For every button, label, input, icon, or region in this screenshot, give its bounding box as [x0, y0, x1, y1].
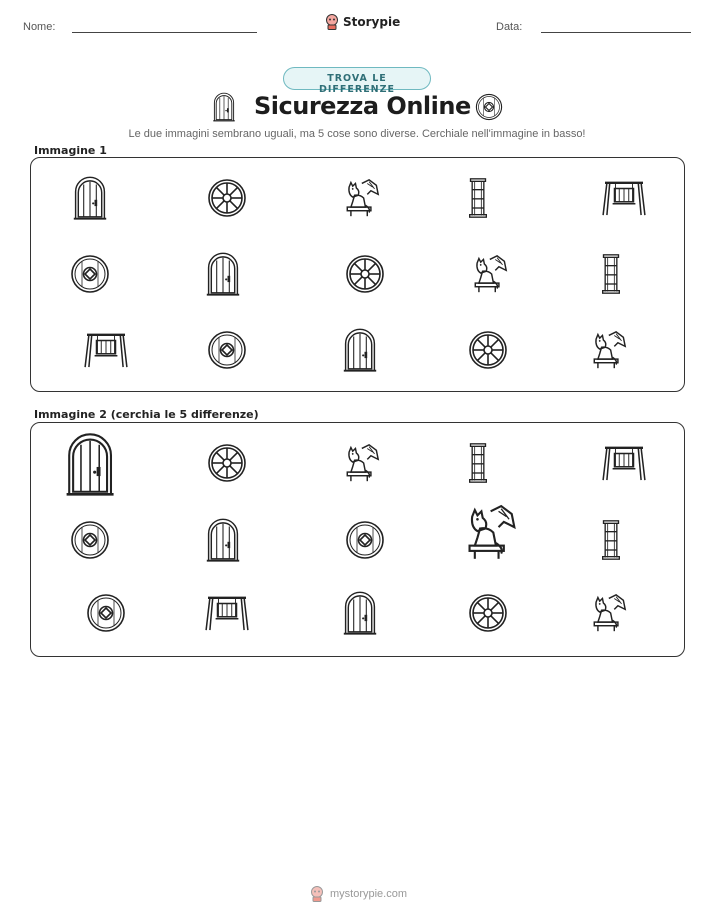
- door-icon: [342, 590, 378, 636]
- shield-icon: [475, 93, 503, 121]
- shield-icon: [207, 330, 247, 370]
- date-label: Data:: [496, 21, 523, 33]
- image2-label: Immagine 2 (cerchia le 5 differenze): [34, 408, 259, 421]
- door-icon: [205, 517, 241, 563]
- wheel-icon: [468, 330, 508, 370]
- ladder-icon: [468, 440, 488, 486]
- instructions: Le due immagini sembrano uguali, ma 5 cose sono diverse. Cerchiale nell'immagine in basso!: [128, 128, 586, 140]
- gargoyle-icon: [587, 329, 627, 371]
- gargoyle-icon: [459, 502, 517, 563]
- footer-site: mystorypie.com: [330, 888, 408, 900]
- name-label: Nome:: [23, 21, 56, 33]
- footer: [310, 886, 407, 902]
- gargoyle-icon: [340, 177, 380, 219]
- storypie-mascot-icon: [310, 886, 324, 902]
- swing-icon: [601, 444, 647, 482]
- door-icon: [64, 431, 116, 498]
- gargoyle-icon: [587, 592, 627, 634]
- wheel-icon: [345, 254, 385, 294]
- image1-label: Immagine 1: [34, 144, 107, 157]
- door-icon: [342, 327, 378, 373]
- brand-name: Storypie: [343, 15, 401, 29]
- swing-icon: [83, 331, 129, 369]
- door-icon: [72, 175, 108, 221]
- ladder-icon: [468, 175, 488, 221]
- door-icon: [212, 92, 236, 122]
- wheel-icon: [468, 593, 508, 633]
- gargoyle-icon: [340, 442, 380, 484]
- name-input-line[interactable]: [72, 32, 257, 33]
- gargoyle-icon: [468, 253, 508, 295]
- page-title: Sicurezza Online: [254, 92, 471, 120]
- swing-icon: [601, 179, 647, 217]
- date-input-line[interactable]: [541, 32, 691, 33]
- wheel-icon: [207, 178, 247, 218]
- shield-icon: [86, 593, 126, 633]
- wheel-icon: [207, 443, 247, 483]
- activity-badge: TROVA LE DIFFERENZE: [283, 67, 431, 90]
- door-icon: [205, 251, 241, 297]
- shield-icon: [70, 254, 110, 294]
- storypie-mascot-icon: [325, 14, 339, 30]
- shield-icon: [345, 520, 385, 560]
- brand-logo: [325, 14, 400, 30]
- shield-icon: [70, 520, 110, 560]
- ladder-icon: [601, 517, 621, 563]
- ladder-icon: [601, 251, 621, 297]
- swing-icon: [204, 594, 250, 632]
